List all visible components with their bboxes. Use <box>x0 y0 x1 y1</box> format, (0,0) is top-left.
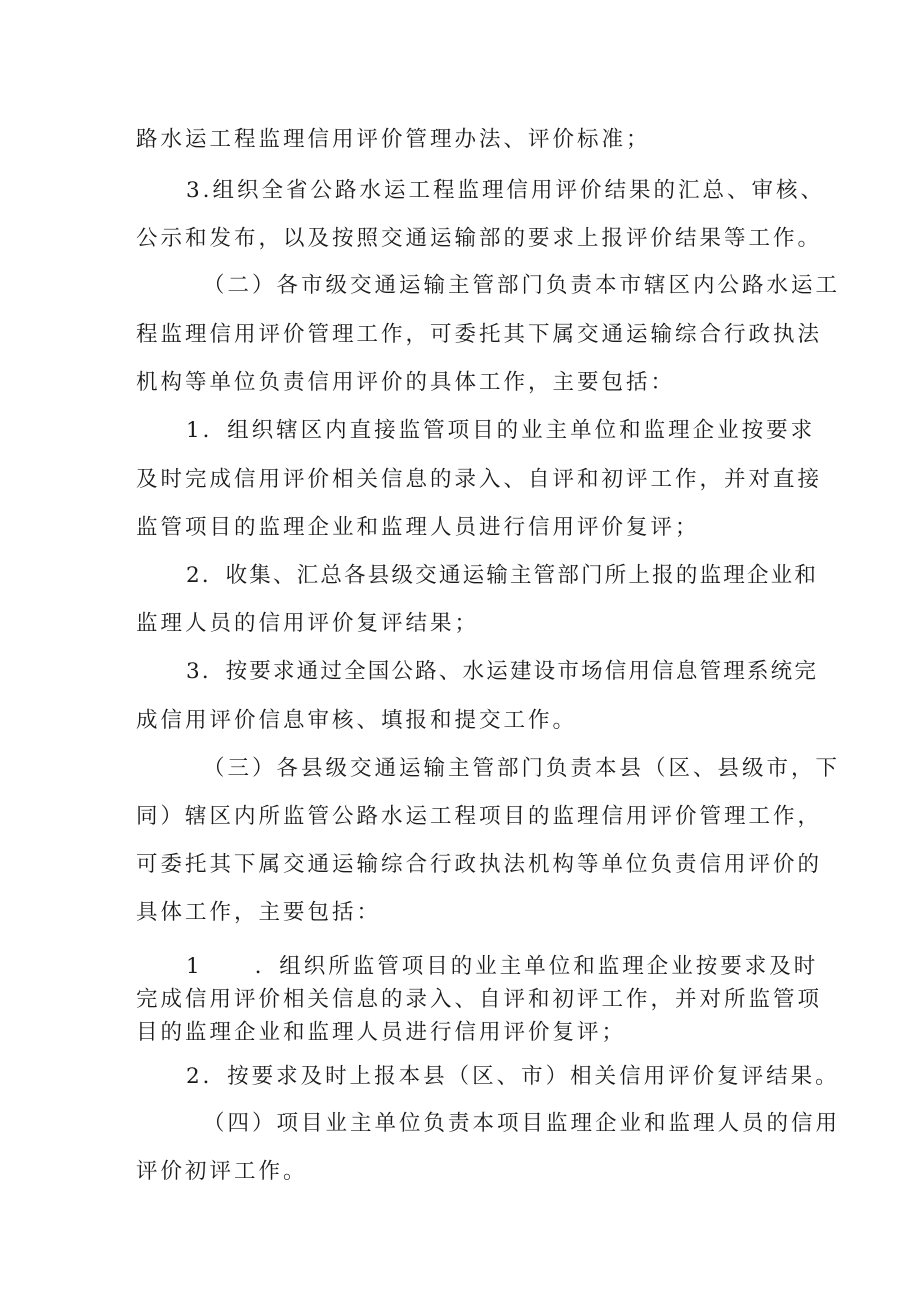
text-line: 同）辖区内所监管公路水运工程项目的监理信用评价管理工作， <box>136 804 823 829</box>
text-line: 程监理信用评价管理工作，可委托其下属交通运输综合行政执法 <box>136 322 823 347</box>
text-line: 机构等单位负责信用评价的具体工作，主要包括： <box>136 370 676 395</box>
text-line: 2．收集、汇总各县级交通运输主管部门所上报的监理企业和 <box>186 563 819 588</box>
list-number: 1 <box>186 954 203 979</box>
text-line: 公示和发布，以及按照交通运输部的要求上报评价结果等工作。 <box>136 226 823 251</box>
text-line: 监理人员的信用评价复评结果； <box>136 611 480 636</box>
text-line: 监管项目的监理企业和监理人员进行信用评价复评； <box>136 515 700 540</box>
text-line: 1．组织辖区内直接监管项目的业主单位和监理企业按要求 <box>186 418 816 443</box>
text-line: 成信用评价信息审核、填报和提交工作。 <box>136 708 578 733</box>
text-line: 评价初评工作。 <box>136 1159 308 1184</box>
section-heading-line: （四）项目业主单位负责本项目监理企业和监理人员的信用 <box>203 1111 841 1136</box>
text-line: 3.组织全省公路水运工程监理信用评价结果的汇总、审核、 <box>186 178 826 203</box>
text-line: 完成信用评价相关信息的录入、自评和初评工作，并对所监管项 <box>136 987 823 1012</box>
list-text: ．组织所监管项目的业主单位和监理企业按要求及时 <box>254 954 819 979</box>
text-line: 路水运工程监理信用评价管理办法、评价标准； <box>136 127 651 152</box>
text-line: 及时完成信用评价相关信息的录入、自评和初评工作，并对直接 <box>136 467 823 492</box>
text-line: 目的监理企业和监理人员进行信用评价复评； <box>136 1020 627 1045</box>
section-heading-line: （二）各市级交通运输主管部门负责本市辖区内公路水运工 <box>203 273 841 298</box>
text-line: 可委托其下属交通运输综合行政执法机构等单位负责信用评价的 <box>136 852 823 877</box>
text-line: 3．按要求通过全国公路、水运建设市场信用信息管理系统完 <box>186 659 819 684</box>
text-line <box>186 952 819 982</box>
text-line: 2．按要求及时上报本县（区、市）相关信用评价复评结果。 <box>186 1064 840 1089</box>
section-heading-line: （三）各县级交通运输主管部门负责本县（区、县级市，下 <box>203 756 841 781</box>
text-line: 具体工作，主要包括： <box>136 900 382 925</box>
